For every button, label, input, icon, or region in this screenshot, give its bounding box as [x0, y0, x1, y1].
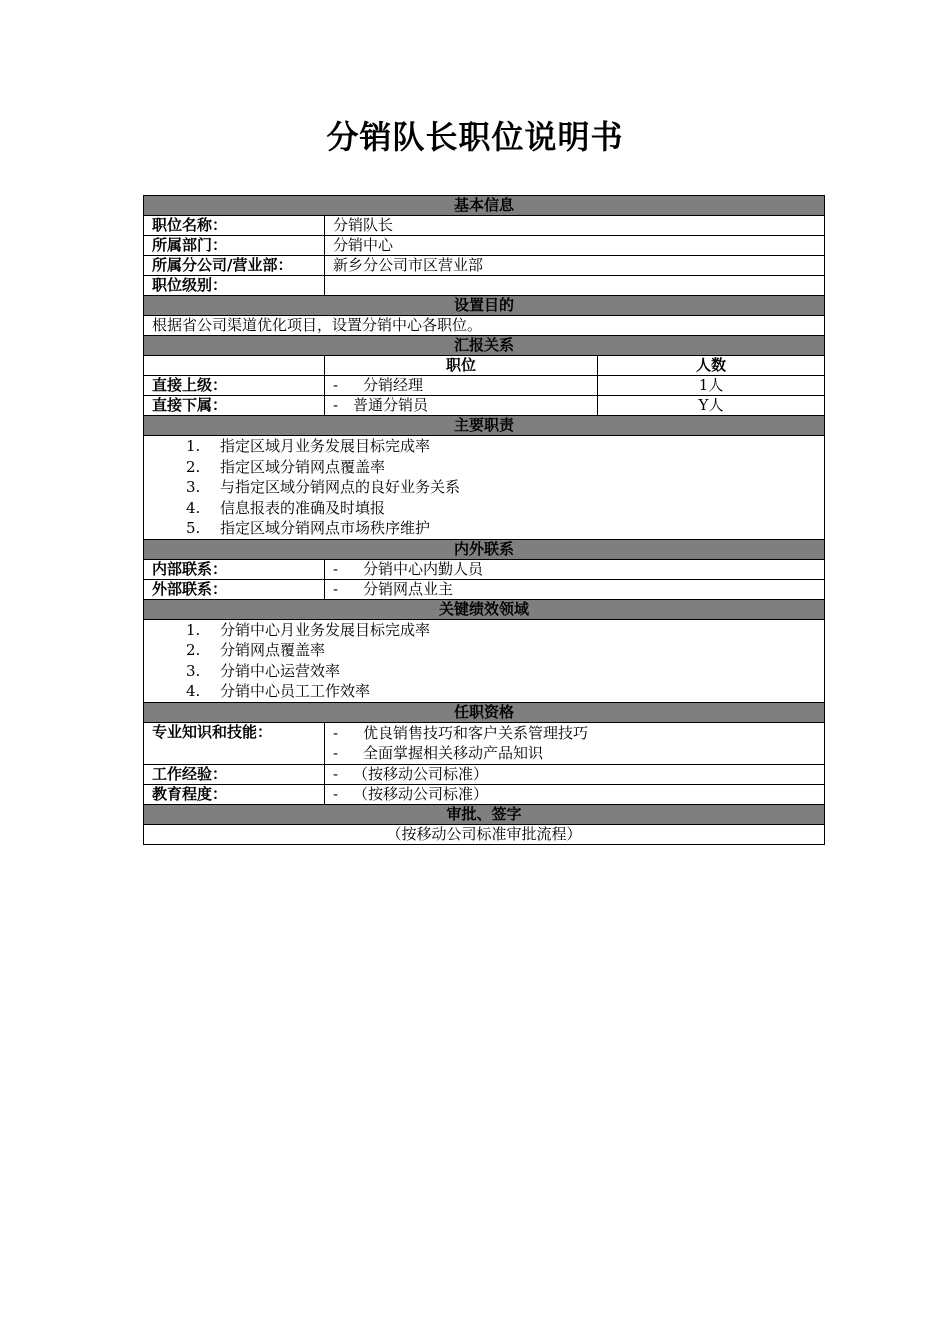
dash-marker: -	[333, 723, 339, 742]
section-reporting: 汇报关系	[144, 336, 825, 356]
label-external-contact: 外部联系：	[144, 579, 325, 599]
dash-marker: -	[333, 784, 339, 803]
section-kpi: 关键绩效领域	[144, 599, 825, 619]
list-item: 2. 指定区域分销网点覆盖率	[186, 457, 386, 476]
label-branch: 所属分公司/营业部：	[144, 256, 325, 276]
value-education: - （按移动公司标准）	[325, 784, 825, 804]
list-item: 5. 指定区域分销网点市场秩序维护	[186, 519, 431, 537]
label-internal-contact: 内部联系：	[144, 559, 325, 579]
section-contacts: 内外联系	[144, 539, 825, 559]
superior-position: 分销经理	[363, 376, 424, 394]
superior-count: 1人	[598, 376, 825, 396]
purpose-text: 根据省公司渠道优化项目，设置分销中心各职位。	[144, 316, 825, 336]
label-department: 所属部门：	[144, 236, 325, 256]
label-skills: 专业知识和技能：	[144, 722, 325, 764]
list-item: - 优良销售技巧和客户关系管理技巧	[333, 723, 589, 742]
list-item: 1. 指定区域月业务发展目标完成率	[186, 437, 431, 455]
subordinate-count: Y人	[598, 396, 825, 416]
dash-marker: -	[333, 764, 339, 783]
dash-marker: -	[333, 376, 339, 394]
value-internal-contact: - 分销中心内勤人员	[325, 559, 825, 579]
dash-marker: -	[333, 396, 339, 414]
approval-text: （按移动公司标准审批流程）	[144, 824, 825, 844]
value-department: 分销中心	[325, 236, 825, 256]
value-level	[325, 276, 825, 296]
value-position-name: 分销队长	[325, 216, 825, 236]
section-qualification: 任职资格	[144, 702, 825, 722]
subordinate-position: 普通分销员	[353, 396, 429, 414]
section-purpose: 设置目的	[144, 296, 825, 316]
job-description-table	[143, 195, 825, 845]
report-col-position: 职位	[325, 356, 598, 376]
label-superior: 直接上级：	[144, 376, 325, 396]
report-col-count: 人数	[598, 356, 825, 376]
list-item: 4. 分销中心员工工作效率	[186, 682, 371, 700]
label-position-name: 职位名称：	[144, 216, 325, 236]
section-approval: 审批、签字	[144, 804, 825, 824]
value-branch: 新乡分公司市区营业部	[325, 256, 825, 276]
dash-marker: -	[333, 744, 339, 762]
list-item: - 全面掌握相关移动产品知识	[333, 744, 544, 762]
section-duties: 主要职责	[144, 416, 825, 436]
section-basic-info: 基本信息	[144, 196, 825, 216]
list-item: 3. 与指定区域分销网点的良好业务关系	[186, 478, 461, 496]
value-external-contact: - 分销网点业主	[325, 579, 825, 599]
kpi-list	[152, 620, 816, 702]
value-skills	[325, 722, 825, 764]
label-education: 教育程度：	[144, 784, 325, 804]
list-item: 4. 信息报表的准确及时填报	[186, 498, 386, 517]
value-superior	[325, 376, 598, 396]
duties-list	[152, 436, 816, 539]
list-item: 3. 分销中心运营效率	[186, 661, 341, 680]
report-header-blank	[144, 356, 325, 376]
value-subordinate	[325, 396, 598, 416]
duties-list-cell	[144, 436, 825, 540]
page-title: 分销队长职位说明书	[326, 118, 624, 156]
label-subordinate: 直接下属：	[144, 396, 325, 416]
value-experience: - （按移动公司标准）	[325, 764, 825, 784]
label-level: 职位级别：	[144, 276, 325, 296]
list-item: 1. 分销中心月业务发展目标完成率	[186, 620, 431, 639]
dash-marker: -	[333, 559, 339, 578]
dash-marker: -	[333, 579, 339, 598]
kpi-list-cell	[144, 619, 825, 702]
label-experience: 工作经验：	[144, 764, 325, 784]
list-item: 2. 分销网点覆盖率	[186, 641, 326, 659]
